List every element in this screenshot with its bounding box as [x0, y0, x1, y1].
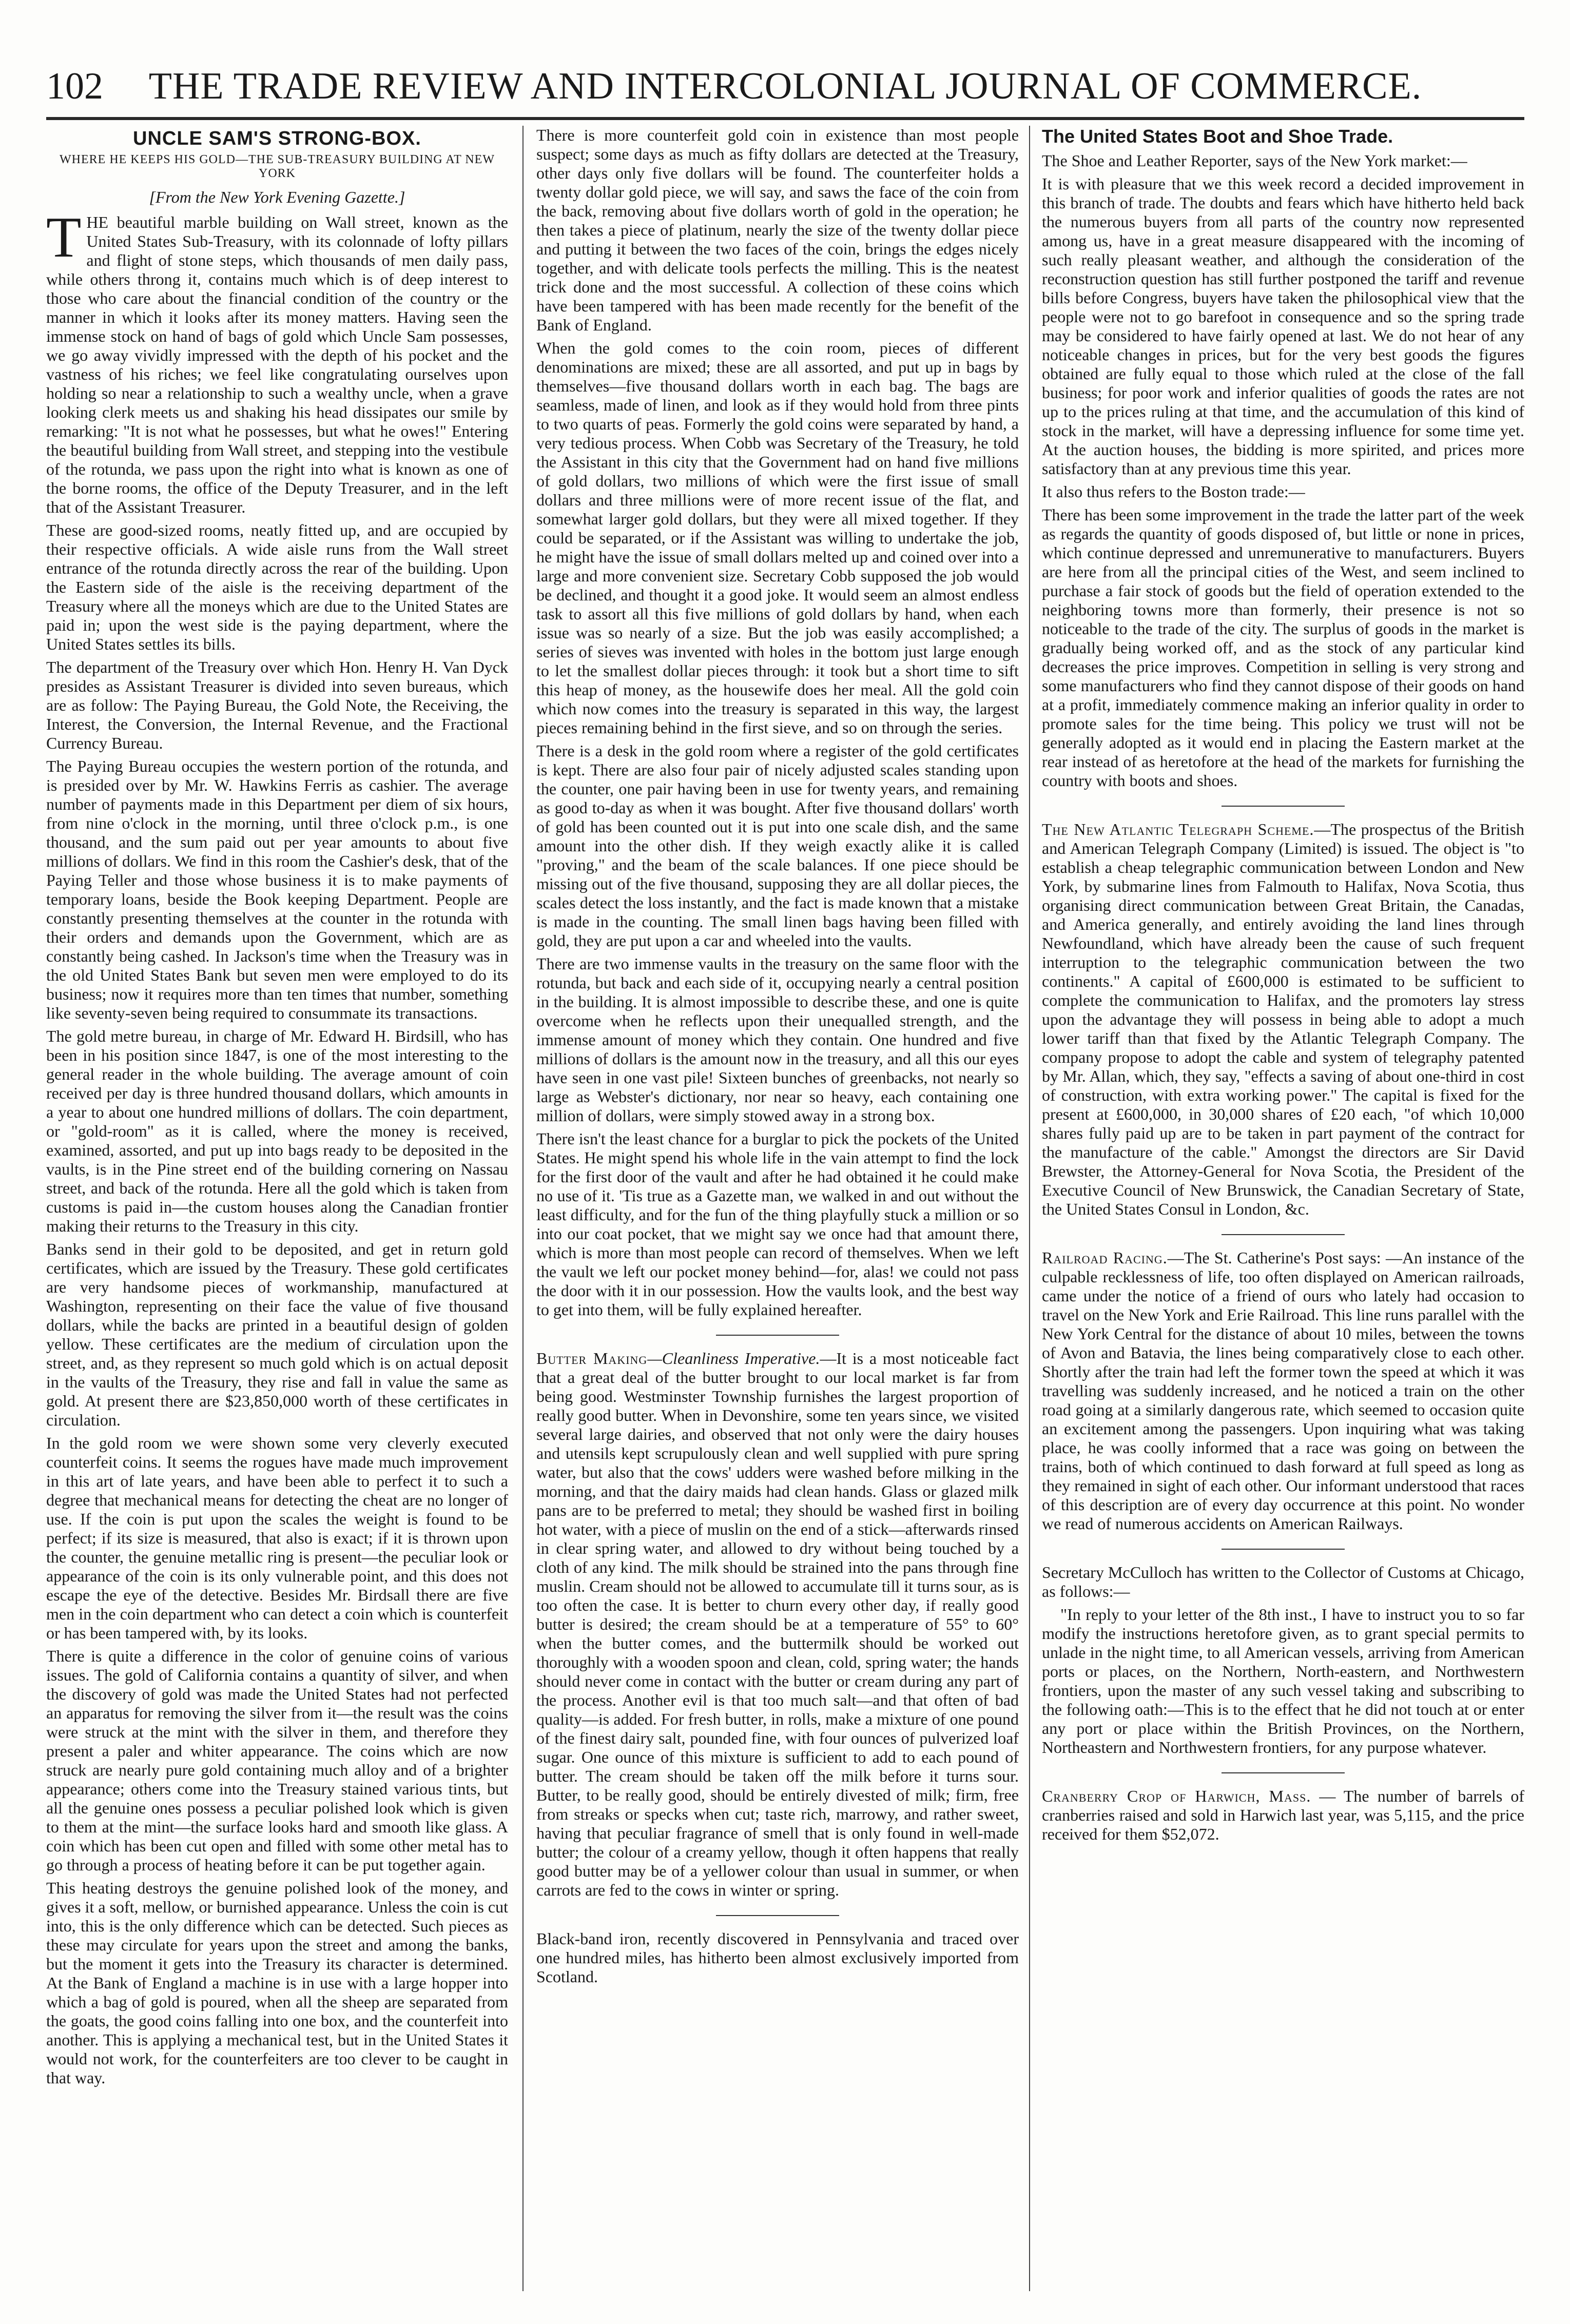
paragraph: There has been some improvement in the trade the latter part of the week as regards the quantity of goods disposed of, but little or none in prices, which continue depressed and unremunerative to manufacturers. Buyers are here from all the principal cities of the West, and seem inclined to purchase a fair stock of goods but the field of operation extended to the neighboring towns more than formerly, their presence is not so noticeable to the trade of the city. The surplus of goods in the market is gradually being worked off, and as the stock of any particular kind decreases the price improves. Competition in selling is very strong and some manufacturers who find they cannot dispose of their goods on hand at a profit, immediately commence making an inferior quality in order to promote sales for the time being. This policy we trust will not be generally adopted as it would end in placing the Eastern market at the rear instead of as heretofore at the head of the markets for furnishing the country with boots and shoes.: [1042, 505, 1524, 790]
paragraph: There isn't the least chance for a burglar to pick the pockets of the United States. He might spend his whole life in the vain attempt to find the lock for the first door of the vault and after he had obtained it he could make no use of it. 'Tis true as a Gazette man, we walked in and out without the least difficulty, and for the fun of the thing playfully stuck a million or so into our coat pocket, that we might say we once had that amount there, which is more than most people can record of themselves. When we left the vault we left our pocket money behind—for, alas! we could not pass the door with it in our possession. How the vaults look, and the best way to get into them, will be fully explained hereafter.: [536, 1129, 1019, 1319]
run-in-heading: Railroad Racing.: [1042, 1248, 1168, 1267]
run-in-heading: Butter Making: [536, 1349, 648, 1368]
paragraph: These are good-sized rooms, neatly fitted up, and are occupied by their respective officials. A wide aisle runs from the Wall street entrance of the rotunda directly across the rear of the building. Upon the Eastern side of the aisle is the receiving department of the Treasury where all the moneys which are due to the United States are paid in; upon the west side is the paying department, where the United States settles its bills.: [46, 521, 508, 653]
run-in-heading: Cranberry Crop of Harwich, Mass.: [1042, 1787, 1311, 1805]
article-source: [From the New York Evening Gazette.]: [149, 188, 405, 206]
section-separator: [1222, 806, 1345, 807]
railroad-article: Railroad Racing.—The St. Catherine's Post says: —An instance of the culpable recklessness of life, too often displayed on American railroads, came under the notice of a friend of ours who lately had occasion to travel on the New York and Erie Railroad. This line runs parallel with the New York Central for the distance of about 10 miles, between the towns of Avon and Batavia, the lines being comparatively close to each other. Shortly after the train had left the former town the speed at which it was travelling was suddenly increased, and he noticed a train on the other road going at a similarly dangerous rate, which seemed to occasion quite an excitement among the passengers. Upon inquiring what was taking place, he was coolly informed that a race was going on between the trains, both of which continued to dash forward at full speed as long as they remained in sight of each other. Our informant understood that races of this description are of every day occurrence at this point. No wonder we read of numerous accidents on American Railways.: [1042, 1248, 1525, 1533]
section-separator: [716, 1335, 839, 1336]
paragraph: Banks send in their gold to be deposited, and get in return gold certificates, which are issued by the Treasury. These gold certificates are very handsome pieces of workmanship, manufactured at Washington, representing on their face the value of five thousand dollars, while the backs are printed in a beautiful design of golden yellow. These certificates are the medium of circulation upon the street, and, as they represent so much gold which is on actual deposit in the vaults of the Treasury, they rise and fall in value the same as gold. At present there are $23,850,000 worth of these certificates in circulation.: [46, 1240, 508, 1429]
column-3: [1042, 126, 1524, 1848]
butter-article: Butter Making—Cleanliness Imperative.—It is a most noticeable fact that a great deal of the butter brought to our local market is far from being good. Westminster Township furnishes the largest proportion of really good butter. When in Devonshire, some ten years since, we visited several large dairies, and observed that not only were the dairy houses and utensils kept scrupulously clean and well supplied with pure spring water, but also that the cows' udders were washed before milking in the morning, and that the dairy maids had clean hands. Glass or glazed milk pans are to be preferred to metal; they should be washed first in boiling hot water, with a piece of muslin on the end of a stick—afterwards rinsed in clear spring water, and allowed to dry without being touched by a cloth of any kind. The milk should be strained into the pans through fine muslin. Cream should not be allowed to accumulate till it turns sour, as is too often the case. It is better to churn every other day, if really good butter is desired; the cream should be at a temperature of 55° to 60° when the butter comes, and the buttermilk should be worked out thoroughly with a wooden spoon and clean, cold, spring water; the hands should never come in contact with the butter or cream during any part of the process. Another evil is that too much salt—and that often of bad quality—is added. For fresh butter, in rolls, make a mixture of one pound of the finest dairy salt, pounded fine, with four ounces of pulverized loaf sugar. One ounce of this mixture is sufficient to add to each pound of butter. The cream should be taken off the milk before it turns sour. Butter, to be really good, should be entirely divested of milk; firm, free from streaks or specks when cut; taste rich, marrowy, and rather sweet, having that peculiar fragrance of smell that is only found in well-made butter; the colour of a creamy yellow, though it often happens that really good butter may be of a yellower colour than usual in summer, or when carrots are fed to the cows in winter or spring.: [536, 1349, 1019, 1899]
paragraph: The department of the Treasury over which Hon. Henry H. Van Dyck presides as Assistant Treasurer is divided into seven bureaus, which are as follow: The Paying Bureau, the Gold Note, the Receiving, the Interest, the Conversion, the Internal Revenue, and the Fractional Currency Bureau.: [46, 658, 508, 752]
drop-cap: T: [46, 206, 82, 269]
paragraph: The Paying Bureau occupies the western portion of the rotunda, and is presided over by Mr. W. Hawkins Ferris as cashier. The average number of payments made in this Department per diem of six hours, from nine o'clock in the morning, until three o'clock p.m., is one thousand, and the sum paid out per year amounts to about five millions of dollars. We find in this room the Cashier's desk, that of the Paying Teller and those whose business it is to make payments of temporary loans, beside the Book keeping Department. People are constantly presenting themselves at the counter in the rotunda with their orders and demands upon the Government, which are as constantly being cashed. In Jackson's time when the Treasury was in the old United States Bank but seven men were employed to do its business; now it requires more than ten times that number, something like seventy-seven being required to consummate its transactions.: [46, 757, 508, 1022]
paragraph: There is more counterfeit gold coin in existence than most people suspect; some days as much as fifty dollars are detected at the Treasury, other days only five dollars will be found. The counterfeiter holds a twenty dollar gold piece, we will say, and saws the face of the coin from the back, removing about five dollars worth of gold in the operation; he then takes a piece of platinum, nearly the size of the twenty dollar piece and putting it between the two faces of the coin, brings the edges nicely together, and with delicate tools perfects the milling. This is the neatest trick done and the most successful. A collection of these coins which have been tampered with has been made recently for the benefit of the Bank of England.: [536, 126, 1019, 334]
paragraph: It also thus refers to the Boston trade:—: [1042, 482, 1305, 501]
masthead-rule: [46, 117, 1524, 120]
section-separator: [1222, 1549, 1345, 1550]
paragraph: THE beautiful marble building on Wall street, known as the United States Sub-Treasury, with its colonnade of lofty pillars and flight of stone steps, which thousands of men daily pass, while others throng it, contains much which is of deep interest to those who care about the financial condition of the country or the manner in which it looks after its money matters. Having seen the immense stock on hand of bags of gold which Uncle Sam possesses, we go away vividly impressed with the depth of his pocket and the vastness of his riches; we feel like congratulating ourselves upon holding so near a relationship to such a wealthy uncle, when a grave looking clerk meets us and shaking his head dissipates our smile by remarking: "It is not what he possesses, but what he owes!" Entering the beautiful building from Wall street, and stepping into the vestibule of the rotunda, we pass upon the right into what is known as one of the borne rooms, the office of the Deputy Treasurer, and in the left that of the Assistant Treasurer.: [46, 206, 508, 516]
section-separator: [716, 1915, 839, 1916]
paragraph: The Shoe and Leather Reporter, says of the New York market:—: [1042, 151, 1467, 170]
column-2: [536, 126, 1019, 1990]
column-1: [46, 126, 508, 2092]
run-in-heading: The New Atlantic Telegraph Scheme.: [1042, 820, 1314, 838]
iron-note: Black-band iron, recently discovered in Pennsylvania and traced over one hundred miles, has hitherto been almost exclusively imported from Scotland.: [536, 1929, 1019, 1986]
article-subtitle: WHERE HE KEEPS HIS GOLD—THE SUB-TREASURY BUILDING AT NEW YORK: [60, 153, 495, 180]
telegraph-article: The New Atlantic Telegraph Scheme.—The prospectus of the British and American Telegraph Company (Limited) is issued. The object is "to establish a cheap telegraphic communication between London and New York, by submarine lines from Falmouth to Halifax, Nova Scotia, thus organising direct communication between Great Britain, the Canadas, and America generally, and entirely avoiding the land lines through Newfoundland, which have already been the cause of such frequent interruption to the telegraphic communication between the two continents." A capital of £600,000 is estimated to be sufficient to complete the communication to Halifax, and the promoters lay stress upon the advantage they will possess in being able to adopt a much lower tariff than that fixed by the Atlantic Telegraph Company. The company propose to adopt the cable and system of telegraphy patented by Mr. Allan, which, they say, "effects a saving of about one-third in cost of construction, with extra working power." The capital is fixed for the present at £600,000, in 30,000 shares of £20 each, "of which 10,000 shares fully paid up are to be taken in part payment of the contract for the manufacture of the cable." Amongst the directors are Sir David Brewster, the Attorney-General for Nova Scotia, the President of the Executive Council of New Brunswick, the Canadian Secretary of State, the United States Consul in London, &c.: [1042, 820, 1524, 1218]
paragraph: There is a desk in the gold room where a register of the gold certificates is kept. There are also four pair of nicely adjusted scales standing upon the counter, one pair having been in use for twenty years, and remaining as good to-day as when it was bought. After five thousand dollars' worth of gold has been counted out it is put into one scale dish, and the same amount into the other dish. If they weigh exactly alike it is called "proving," and the beam of the scale balances. If one piece should be missing out of the five thousand, supposing they are all dollar pieces, the scales detect the loss instantly, and the fact is made known that a mistake is made in the counting. The small linen bags having been filled with gold, they are put upon a car and wheeled into the vaults.: [536, 741, 1019, 950]
column-divider: [522, 126, 524, 2291]
paragraph: In the gold room we were shown some very cleverly executed counterfeit coins. It seems the rogues have made much improvement in this art of late years, and have been able to perfect it to such a degree that mechanical means for detecting the cheat are no longer of use. If the coin is put upon the scales the weight is found to be perfect; if its size is measured, that also is exact; if it is thrown upon the counter, the genuine metallic ring is present—the peculiar look or appearance of the coin is its only vulnerable point, and this does not escape the eye of the detective. Besides Mr. Birdsall there are five men in the coin department who can detect a coin which is counterfeit or has been tampered with, by its looks.: [46, 1434, 508, 1642]
section-separator: [1222, 1772, 1345, 1773]
section-separator: [1222, 1234, 1345, 1235]
paragraph: This heating destroys the genuine polished look of the money, and gives it a soft, mellow, or burnished appearance. Unless the coin is cut into, this is the only difference which can be detected. Such pieces as these may circulate for years upon the street and among the banks, but the moment it gets into the Treasury its character is determined. At the Bank of England a machine is in use with a large hopper into which a bag of gold is poured, when all the sheep are separated from the goats, the good coins falling into one box, and the counterfeit into another. This is applying a mechanical test, but in the United States it would not work, for the counterfeiters are too clever to be caught in that way.: [46, 1879, 508, 2087]
cranberry-article: Cranberry Crop of Harwich, Mass. — The number of barrels of cranberries raised and sold in Harwich last year, was 5,115, and the price received for them $52,072.: [1042, 1787, 1524, 1843]
paragraph: The gold metre bureau, in charge of Mr. Edward H. Birdsill, who has been in his position since 1847, is one of the most interesting to the general reader in the whole building. The average amount of coin received per day is three hundred thousand dollars, which amounts in a year to about one hundred millions of dollars. The coin department, or "gold-room" as it is called, where the money is received, examined, assorted, and put up into bags ready to be deposited in the vaults, is in the Pine street end of the building cornering on Nassau street, and back of the rotunda. Here all the gold which is taken from customs is paid in—the custom houses along the Canadian frontier making their returns to the Treasury in this city.: [46, 1027, 508, 1235]
column-divider: [1029, 126, 1030, 2291]
paragraph: Secretary McCulloch has written to the Collector of Customs at Chicago, as follows:—: [1042, 1563, 1524, 1600]
paragraph: There are two immense vaults in the treasury on the same floor with the rotunda, but back and each side of it, occupying nearly a central position in the building. It is almost impossible to describe these, and one is quite overcome when he reflects upon their unequalled strength, and the immense amount of money which they contain. One hundred and five millions of dollars is the amount now in the treasury, and all this our eyes have seen in one vast pile! Sixteen bunches of greenbacks, not nearly so large as Webster's dictionary, nor near so heavy, each containing one million of dollars, were simply stowed away in a strong box.: [536, 954, 1019, 1125]
paragraph: There is quite a difference in the color of genuine coins of various issues. The gold of California contains a quantity of silver, and when the discovery of gold was made the United States had not perfected an apparatus for removing the silver from it—the result was the coins were struck at the mint with the silver in them, and therefore they present a paler and whiter appearance. The coins which are now struck are nearly pure gold containing much alloy and of a brighter appearance; others come into the Treasury stained various tints, but all the genuine ones possess a peculiar polished look which is given to them at the mint—the surface looks hard and smooth like glass. A coin which has been cut open and filled with some other metal has to go through a process of heating before it can be put together again.: [46, 1647, 508, 1874]
article-title: The United States Boot and Shoe Trade.: [1042, 126, 1393, 147]
paragraph: "In reply to your letter of the 8th inst., I have to instruct you to so far modify the instructions heretofore given, as to grant special permits to unlade in the night time, to all American vessels, arriving from American ports or places, on the Northern, North-eastern, and Northwestern frontiers, upon the master of any such vessel taking and subscribing to the following oath:—This is to the effect that he did not touch at or enter any port or place within the British Provinces, on the Northern, Northeastern and Northwestern frontiers, for any purpose whatever.: [1042, 1605, 1524, 1756]
paragraph: It is with pleasure that we this week record a decided improvement in this branch of trade. The doubts and fears which have hitherto held back the numerous buyers from all parts of the country now represented among us, have in a great measure disappeared with the incoming of such really pleasant weather, and although the consideration of the reconstruction question has still further postponed the tariff and revenue bills before Congress, buyers have taken the philosophical view that the people were not to go barefoot in consequence and so the spring trade may be considered to have fairly opened at last. We do not hear of any noticeable changes in prices, but for the very best goods the figures obtained are fully equal to those which ruled at the close of the fall business; for poor work and inferior qualities of goods the rates are not up to the prices ruling at that time, and the accumulation of this kind of stock in the market, will have a depressing influence for some time yet. At the auction houses, the bidding is more spirited, and prices more satisfactory than at any previous time this year.: [1042, 174, 1524, 478]
article-title: UNCLE SAM'S STRONG-BOX.: [133, 128, 421, 149]
masthead: [46, 61, 1524, 112]
paragraph: When the gold comes to the coin room, pieces of different denominations are mixed; these are all assorted, and put up in bags by themselves—five thousand dollars worth in each bag. The bags are seamless, made of linen, and look as if they would hold from three pints to two quarts of peas. Formerly the gold coins were separated by hand, a very tedious process. When Cobb was Secretary of the Treasury, he told the Assistant in this city that the Government had on hand five millions of gold dollars, two millions of which were the first issue of small dollars and three millions were of more recent issue of the flat, and somewhat larger gold dollars, but they were all mixed together. If they could be separated, or if the Assistant was willing to undertake the job, he might have the issue of small dollars melted up and coined over into a large and more convenient size. Secretary Cobb supposed the job would be declined, and thought it a good joke. It would seem an almost endless task to assort all this five millions of gold dollars by hand, when each issue was so nearly of a size. But the job was easily accomplished; a series of sieves was invented with holes in the bottom just large enough to let the smallest dollar pieces through: it took but a short time to sift this heap of money, as the housewife does her meal. All the gold coin which now comes into the treasury is separated in this way, the largest pieces remaining behind in the first sieve, and so on through the series.: [536, 339, 1019, 737]
journal-title: THE TRADE REVIEW AND INTERCOLONIAL JOURNAL OF COMMERCE.: [148, 65, 1422, 107]
page-number: 102: [46, 65, 103, 107]
